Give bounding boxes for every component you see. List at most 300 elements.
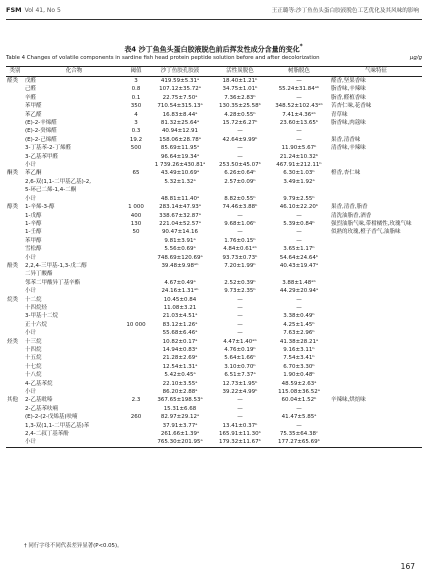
table-cell <box>330 245 422 253</box>
table-cell <box>330 354 422 362</box>
table-cell: 500 <box>130 145 142 152</box>
table-cell: 脂香味,肉蔻味 <box>331 120 366 127</box>
table-cell <box>6 153 24 161</box>
table-cell <box>6 228 24 236</box>
table-cell: 350 <box>130 103 142 110</box>
table-cell: 48.81±11.40ᵃ <box>160 195 200 202</box>
table-cell: — <box>237 397 243 404</box>
table-cell: 雪松醇 <box>25 246 42 253</box>
table-cell: 5.42±0.45ᵃ <box>164 372 196 379</box>
table-cell: 4-乙基苯烷 <box>25 380 53 387</box>
table-cell <box>124 161 148 169</box>
table-cell: 戊醛 <box>25 78 37 84</box>
table-cell: 158.06±28.78ᵃ <box>159 136 201 143</box>
table-cell <box>124 195 148 203</box>
table-row <box>6 405 422 413</box>
table-cell <box>124 338 148 346</box>
table-cell <box>6 136 24 144</box>
column-header: 类别 <box>6 67 24 77</box>
table-cell: — <box>296 136 302 143</box>
table-cell: 5.32±1.32ᵃ <box>164 178 196 185</box>
table-row <box>6 363 422 371</box>
table-row <box>6 77 422 86</box>
table-cell <box>330 405 422 413</box>
table-cell <box>124 405 148 413</box>
table-cell: 0.8 <box>131 86 141 93</box>
table-footnote: † 同行字母不同代表差异显著(P<0.05)。 <box>24 543 123 549</box>
table-cell <box>6 85 24 93</box>
table-cell: 96.64±19.34ᵃ <box>160 153 200 160</box>
table-row <box>6 321 422 329</box>
page-number: 167 <box>400 562 415 571</box>
table-row <box>6 279 422 287</box>
table-cell: 7.20±1.99ᵇ <box>224 262 256 269</box>
table-row <box>6 127 422 135</box>
table-cell <box>124 178 148 186</box>
table-cell <box>330 279 422 287</box>
table-cell: 165.91±11.30ᵇ <box>219 431 261 438</box>
table-row <box>6 312 422 320</box>
table-cell: 22.75±7.50ᵃ <box>162 94 198 101</box>
table-row <box>6 338 422 346</box>
table-cell: 90.47±14.16 <box>161 229 199 236</box>
table-cell: 6.70±3.30ᵇ <box>283 363 315 370</box>
table-cell: 177.27±65.69ᵇ <box>268 438 330 447</box>
table-row <box>6 438 422 447</box>
table-cell: 115.08±36.52ᵃ <box>278 389 320 396</box>
table-cell <box>124 270 148 278</box>
table-cell: 邻苯二甲酸异丁基辛酯 <box>25 279 81 286</box>
table-cell: 4.25±1.45ᵇ <box>283 321 315 328</box>
table-cell <box>212 186 268 194</box>
table-cell: 4.47±1.40ᵃᵇ <box>223 338 257 345</box>
table-cell: 清洗油脂香,酒香 <box>331 212 372 219</box>
table-cell <box>268 186 330 194</box>
table-cell <box>124 329 148 337</box>
table-cell <box>268 270 330 278</box>
table-cell: — <box>296 422 302 429</box>
table-cell <box>124 346 148 354</box>
table-cell <box>124 430 148 438</box>
table-cell: 2.57±0.09ᵇ <box>224 178 256 185</box>
table-cell: 107.12±35.72ᵃ <box>159 86 201 93</box>
table-cell: 清香味,辛辣味 <box>331 145 366 152</box>
table-cell <box>6 279 24 287</box>
table-cell: — <box>237 212 243 219</box>
table-cell: 酚类 <box>7 262 19 269</box>
table-title-en <box>6 55 422 61</box>
table-row <box>6 430 422 438</box>
table-cell: — <box>296 237 302 244</box>
table-cell <box>124 438 148 447</box>
table-cell: 1-戊醇 <box>25 212 42 219</box>
table-cell: 39.22±4.99ᵇ <box>222 389 258 396</box>
table-cell <box>6 430 24 438</box>
table-cell: 似熟的玫瑰,橙子香气,油脂味 <box>331 229 401 236</box>
table-cell <box>6 287 24 295</box>
table-cell <box>330 388 422 396</box>
table-cell: 34.75±1.01ᵇ <box>222 86 258 93</box>
column-header: 阈值 <box>124 67 148 77</box>
table-cell: 小计 <box>25 389 37 396</box>
table-cell: 7.63±2.96ᵇ <box>283 330 315 337</box>
table-cell: 179.32±11.67ᵇ <box>212 438 268 447</box>
table-cell: 40.94±12.91 <box>161 128 199 135</box>
table-row <box>6 195 422 203</box>
table-cell <box>330 178 422 186</box>
table-cell: — <box>237 296 243 303</box>
table-cell: 1-辛醇 <box>25 220 42 227</box>
table-cell: 24.16±1.31ᵃᵇ <box>161 288 199 295</box>
table-cell <box>330 363 422 371</box>
table-row <box>6 287 422 295</box>
table-cell: 48.59±2.63ᵃ <box>281 380 317 387</box>
table-cell <box>124 237 148 245</box>
table-cell: 3.65±1.17ᵇ <box>283 246 315 253</box>
table-cell: 283.14±47.93ᵃ <box>159 204 201 211</box>
table-cell: 44.29±20.94ᵃ <box>279 288 319 295</box>
table-cell: 醇类 <box>7 204 19 211</box>
table-cell: 21.28±2.69ᵃ <box>162 355 198 362</box>
table-cell: 13.41±0.37ᵇ <box>222 422 258 429</box>
table-cell <box>6 254 24 262</box>
table-cell: — <box>237 128 243 135</box>
table-cell: 6.51±7.37ᵃ <box>224 372 256 379</box>
table-cell: 醛香,坚果香味 <box>331 78 366 84</box>
table-cell: 十四烷烃 <box>25 304 48 311</box>
table-cell: 3-甲基十二烷 <box>25 313 58 320</box>
table-cell <box>6 346 24 354</box>
table-cell: — <box>237 313 243 320</box>
table-row <box>6 144 422 152</box>
table-cell: 酮类 <box>7 170 19 177</box>
table-cell <box>124 279 148 287</box>
table-cell: 0.3 <box>131 128 141 135</box>
table-cell: (E)-2-(2-戊烯基)呋喃 <box>25 414 78 421</box>
table-row <box>6 380 422 388</box>
table-cell: 苯甲醛 <box>25 103 42 110</box>
table-cell: 82.97±29.12ᵃ <box>160 414 200 421</box>
table-cell: 765.30±201.95ᵃ <box>148 438 212 447</box>
table-cell <box>124 380 148 388</box>
table-cell: 75.35±64.38ᶜ <box>279 431 319 438</box>
table-cell: 5-环己二烯-1,4-二酮 <box>25 187 77 194</box>
table-cell <box>6 329 24 337</box>
table-cell: 10.45±0.84 <box>163 296 197 303</box>
table-cell: 十八烷 <box>25 372 42 379</box>
table-row <box>6 422 422 430</box>
table-cell: 小计 <box>25 288 37 295</box>
table-row <box>6 388 422 396</box>
table-row <box>6 94 422 102</box>
table-cell: 261.66±1.39ᵃ <box>160 431 200 438</box>
table-cell: 5.64±1.66ᵇ <box>224 355 256 362</box>
table-cell <box>124 371 148 379</box>
table-cell: 1-辛烯-3-醇 <box>25 204 55 211</box>
table-row <box>6 186 422 194</box>
table-title-cn <box>0 44 427 54</box>
table-cell: 9.73±2.35ᵇ <box>224 288 256 295</box>
table-cell: 10.82±0.17ᵃ <box>162 338 198 345</box>
table-cell <box>6 312 24 320</box>
table-cell: 果香,清香味 <box>331 136 361 143</box>
table-cell: 4.28±0.55ᵇ <box>224 111 256 118</box>
column-header: 化合物 <box>24 67 124 77</box>
table-cell: 小计 <box>25 162 37 169</box>
table-cell: 辛辣味,烘焙味 <box>331 397 366 404</box>
table-cell: 9.16±3.11ᵇ <box>283 347 315 353</box>
table-cell <box>6 220 24 228</box>
table-cell: 260 <box>130 414 142 421</box>
table-cell: 22.10±3.55ᵃ <box>162 380 198 387</box>
table-cell: 15.31±6.68 <box>163 405 197 412</box>
table-cell: 748.69±120.69ᵃ <box>157 254 203 261</box>
journal-name <box>6 6 61 14</box>
table-row <box>6 228 422 236</box>
table-cell: 400 <box>130 212 142 219</box>
table-row <box>6 111 422 119</box>
table-cell: 0.1 <box>131 94 141 101</box>
table-cell <box>330 287 422 295</box>
table-cell <box>124 422 148 430</box>
table-cell <box>124 388 148 396</box>
table-cell: 16.83±8.44ᵃ <box>162 111 198 118</box>
table-row <box>6 85 422 93</box>
table-row <box>6 354 422 362</box>
table-cell <box>330 380 422 388</box>
table-cell: 1 739.26±430.81ᵃ <box>154 162 206 169</box>
table-cell: — <box>296 212 302 219</box>
table-cell: 辛醛 <box>25 94 37 101</box>
table-cell: 2-乙基吡嗪 <box>25 397 53 404</box>
table-row <box>6 245 422 253</box>
table-cell: 253.50±45.07ᵇ <box>219 162 261 169</box>
table-cell: 1-壬醇 <box>25 229 42 236</box>
table-cell: 1.76±0.15ᵇ <box>224 237 256 244</box>
table-cell <box>6 304 24 312</box>
table-cell: — <box>237 321 243 328</box>
table-title-cn-text: 表4 沙丁鱼鱼头蛋白胶液脱色前后挥发性成分含量的变化 <box>124 45 300 54</box>
table-cell: 6.26±0.64ᵇ <box>224 170 256 177</box>
table-row <box>6 371 422 379</box>
table-cell: — <box>237 304 243 311</box>
table-cell: 果香,清香,脂香 <box>331 204 368 211</box>
table-cell: 23.60±13.65ᵇ <box>279 120 319 127</box>
table-cell: 脂香,醛植香味 <box>331 94 366 101</box>
table-row <box>6 304 422 312</box>
table-cell: 3-乙基苯甲醛 <box>25 153 58 160</box>
table-cell <box>6 438 24 447</box>
table-cell: 39.48±9.98ᵃᵇ <box>161 262 199 269</box>
table-cell <box>330 329 422 337</box>
table-cell: 367.65±198.53ᵃ <box>157 397 203 404</box>
table-cell: 小计 <box>24 438 124 447</box>
table-cell: 4.76±0.19ᵇ <box>224 347 256 353</box>
table-cell <box>6 94 24 102</box>
table-cell: — <box>237 405 243 412</box>
table-cell: 橙香,杏仁味 <box>331 170 361 177</box>
table-row <box>6 396 422 404</box>
table-cell: — <box>296 229 302 236</box>
table-row <box>6 413 422 421</box>
table-cell: 4 <box>134 111 138 118</box>
table-cell: 醛类 <box>7 78 19 84</box>
table-cell <box>330 296 422 304</box>
table-row <box>6 102 422 110</box>
table-cell: 十七烷 <box>25 363 42 370</box>
table-cell: — <box>296 296 302 303</box>
table-cell: 7.41±4.36ᵃᵇ <box>282 111 316 118</box>
table-cell: 43.49±10.69ᵃ <box>160 170 200 177</box>
table-cell: 苯甲醇 <box>25 237 42 244</box>
table-cell: 小计 <box>25 254 37 261</box>
table-cell <box>6 127 24 135</box>
table-cell: 其他 <box>7 397 19 404</box>
table-cell: 3.88±1.48ᵃᵇ <box>282 279 316 286</box>
column-header: 沙丁鱼胶孔胶液 <box>148 67 212 77</box>
table-cell <box>124 312 148 320</box>
table-cell: 55.24±31.84ᵃᵇ <box>278 86 320 93</box>
table-cell <box>6 270 24 278</box>
table-cell: 1,3-双(1,1-二甲基乙基)苯 <box>25 422 90 429</box>
table-cell: 419.59±5.31ᵃ <box>160 78 200 84</box>
table-cell: 40.43±19.47ᵃ <box>279 262 319 269</box>
table-cell: 二异丁酸酯 <box>25 271 53 278</box>
table-cell: 十五烷 <box>25 355 42 362</box>
table-cell: 己醛 <box>25 86 37 93</box>
table-cell: — <box>237 145 243 152</box>
table-cell: 12.54±1.31ᵃ <box>162 363 198 370</box>
table-cell: 21.24±10.32ᵇ <box>279 153 319 160</box>
table-cell: 130 <box>130 220 142 227</box>
table-cell: 11.08±3.21 <box>163 304 197 311</box>
table-cell: 55.68±6.46ᵃ <box>162 330 198 337</box>
table-cell: 7.36±2.83ᵇ <box>224 94 256 101</box>
table-cell: 十四烷 <box>25 347 42 353</box>
table-cell: 50 <box>132 229 140 236</box>
table-cell <box>330 346 422 354</box>
table-cell <box>6 321 24 329</box>
table-cell: 15.72±6.27ᵇ <box>222 120 258 127</box>
table-cell <box>124 153 148 161</box>
table-cell <box>330 321 422 329</box>
table-cell <box>6 380 24 388</box>
table-cell: 81.32±25.64ᵃ <box>160 120 200 127</box>
table-cell <box>6 111 24 119</box>
table-cell: 1 000 <box>128 204 144 211</box>
table-cell: 3 <box>134 120 138 127</box>
table-cell <box>330 127 422 135</box>
table-cell: 467.91±212.11ᵇ <box>276 162 322 169</box>
journal-volume: Vol 41, No 5 <box>24 7 61 14</box>
table-cell: 83.12±1.26ᵃ <box>162 321 198 328</box>
table-cell: 烃类 <box>7 338 19 345</box>
table-cell: — <box>296 405 302 412</box>
table-row <box>6 237 422 245</box>
running-title: 王正璐等:沙丁鱼鱼头蛋白胶液脱色工艺优化及其风味的影响 <box>271 8 419 14</box>
table-cell <box>124 262 148 270</box>
table-row <box>6 161 422 169</box>
table-cell <box>148 270 212 278</box>
table-cell: 348.52±102.43ᵃᵇ <box>275 103 323 110</box>
table-cell <box>330 161 422 169</box>
table-cell <box>330 430 422 438</box>
table-cell: 14.94±0.83ᵃ <box>162 347 198 353</box>
table-row <box>6 153 422 161</box>
table-row <box>6 212 422 220</box>
table-body <box>6 77 422 448</box>
table-cell: 9.68±1.06ᵇ <box>224 220 256 227</box>
table-cell: 74.46±3.88ᵇ <box>222 204 258 211</box>
table-cell <box>330 371 422 379</box>
table-cell <box>6 237 24 245</box>
table-cell: 37.91±3.77ᵃ <box>162 422 198 429</box>
table-cell: 3.10±0.70ᵇ <box>224 363 256 370</box>
table-cell: 338.67±32.87ᵃ <box>159 212 201 219</box>
table-cell: 42.64±9.99ᵇ <box>222 136 258 143</box>
table-cell: 8.82±0.55ᵇ <box>224 195 256 202</box>
table-cell <box>330 312 422 320</box>
table-cell: 烷类 <box>7 296 19 303</box>
table-cell <box>6 186 24 194</box>
table-cell: 3.38±0.49ᵇ <box>283 313 315 320</box>
table-cell: — <box>237 414 243 421</box>
table-cell: 苦杏仁味,花香味 <box>331 103 372 110</box>
table-cell: — <box>237 330 243 337</box>
table-cell <box>330 413 422 421</box>
table-cell <box>330 195 422 203</box>
table-cell: (E)-2-己烯醛 <box>25 136 57 143</box>
table-cell <box>148 186 212 194</box>
table-cell: — <box>237 229 243 236</box>
table-row <box>6 329 422 337</box>
table-cell: 130.35±25.58ᵇ <box>219 103 261 110</box>
column-header: 气味特征 <box>330 67 422 77</box>
table-cell: 4.84±0.61ᵃᵇ <box>223 246 257 253</box>
table-row <box>6 346 422 354</box>
table-cell <box>330 422 422 430</box>
table-cell <box>330 186 422 194</box>
table-cell: 9.81±3.91ᵃ <box>164 237 196 244</box>
table-cell: (E)-2-辛烯醛 <box>25 120 57 127</box>
table-cell <box>6 363 24 371</box>
table-cell <box>124 186 148 194</box>
table-cell: 21.03±4.51ᵃ <box>162 313 198 320</box>
table-cell: — <box>296 304 302 311</box>
table-cell <box>6 413 24 421</box>
table-cell: 3.49±1.92ᵃ <box>283 178 315 185</box>
table-cell: 2,2,4-三甲基-1,3-戊二醇 <box>25 262 87 269</box>
table-row <box>6 262 422 270</box>
table-cell: 十三烷 <box>25 338 42 345</box>
table-row <box>6 220 422 228</box>
table-cell <box>330 153 422 161</box>
table-cell: 19.2 <box>129 136 143 143</box>
table-cell <box>6 212 24 220</box>
table-cell: 2.3 <box>131 397 141 404</box>
table-cell <box>330 254 422 262</box>
table-cell: 小计 <box>25 330 37 337</box>
table-cell: 86.20±2.88ᵃ <box>162 389 198 396</box>
table-cell: 85.69±11.95ᵃ <box>160 145 200 152</box>
table-cell: 12.73±1.95ᵇ <box>222 380 258 387</box>
table-cell <box>6 388 24 396</box>
table-cell: 4.67±0.49ᵃ <box>164 279 196 286</box>
table-cell: 11.90±5.67ᵇ <box>281 145 317 152</box>
table-row <box>6 119 422 127</box>
table-cell: 正十六烷 <box>25 321 48 328</box>
table-cell <box>330 237 422 245</box>
